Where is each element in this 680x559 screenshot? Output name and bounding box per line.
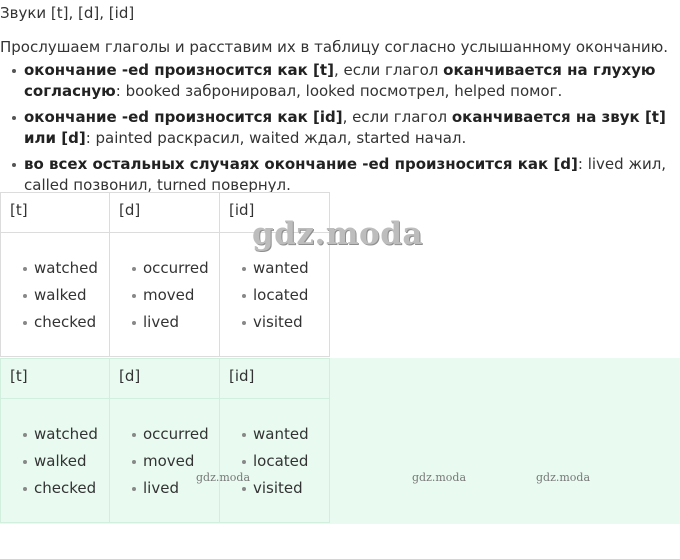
list-item: located: [242, 448, 329, 475]
list-item: located: [242, 282, 329, 309]
rule-item: окончание -ed произносится как [id], если глагол оканчивается на звук [t] или [d]: painted раскрасил, waited ждал, started начал.: [12, 107, 680, 149]
list-item: occurred: [132, 255, 219, 282]
list-item: visited: [242, 475, 329, 502]
list-item: visited: [242, 309, 329, 336]
watermark-small: gdz.moda: [196, 471, 251, 484]
intro-text: Прослушаем глаголы и расставим их в таблицу согласно услышанному окончанию.: [0, 38, 669, 56]
table-header: [id]: [220, 359, 330, 399]
list-item: lived: [132, 309, 219, 336]
list-item: watched: [23, 255, 109, 282]
list-item: checked: [23, 475, 109, 502]
list-item: occurred: [132, 421, 219, 448]
watermark-small: gdz.moda: [536, 471, 591, 484]
list-item: moved: [132, 448, 219, 475]
rule-item: во всех остальных случаях окончание -ed произносится как [d]: lived жил, called позвонил, turned повернул.: [12, 154, 680, 196]
list-item: wanted: [242, 421, 329, 448]
table-cell: [110, 399, 220, 523]
table-cell: [1, 399, 110, 523]
list-item: walked: [23, 282, 109, 309]
list-item: checked: [23, 309, 109, 336]
table-header: [t]: [1, 193, 110, 233]
answer-table: [0, 358, 330, 523]
list-item: wanted: [242, 255, 329, 282]
table-header: [d]: [110, 193, 220, 233]
table-cell: [220, 399, 330, 523]
rule-item: окончание -ed произносится как [t], если глагол оканчивается на глухую согласную: booked забронировал, looked посмотрел, helped помог.: [12, 60, 680, 102]
table-header: [id]: [220, 193, 330, 233]
table-header: [d]: [110, 359, 220, 399]
table-cell: [1, 233, 110, 357]
watermark-small: gdz.moda: [412, 471, 467, 484]
table-cell: [110, 233, 220, 357]
list-item: lived: [132, 475, 219, 502]
table-header: [t]: [1, 359, 110, 399]
list-item: moved: [132, 282, 219, 309]
list-item: watched: [23, 421, 109, 448]
page-title: Звуки [t], [d], [id]: [0, 4, 135, 22]
rules-list: [12, 60, 680, 201]
watermark: gdz.moda: [252, 216, 423, 252]
list-item: walked: [23, 448, 109, 475]
